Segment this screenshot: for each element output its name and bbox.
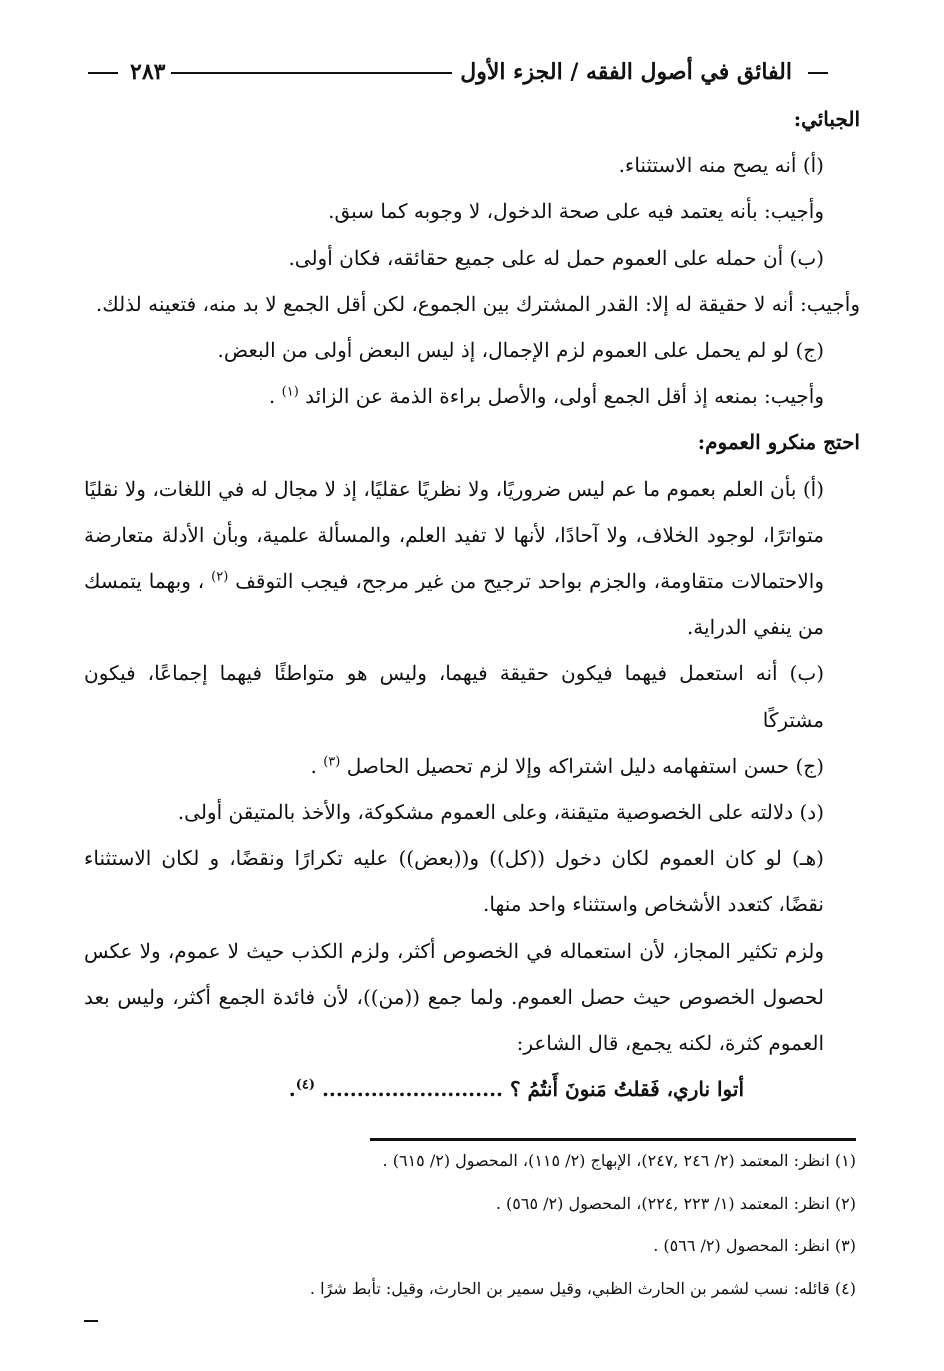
footnotes <box>84 1140 860 1310</box>
footnote: (٢) انظر: المعتمد (١/ ٢٢٣ ,٢٢٤)، المحصول (٢/ ٥٦٥) . <box>495 1193 856 1213</box>
section-heading: احتج منكرو العموم: <box>697 430 860 455</box>
paragraph: وأجيب: بمنعه إذ أقل الجمع أولى، والأصل براءة الذمة عن الزائد $^{(١)}$ . <box>268 384 824 409</box>
footnote-marker: (٤) <box>295 1077 315 1093</box>
verse-line: أتوا ناري، فَقلتُ مَنونَ أَنتُمُ ؟ .......................... $^{(٤)}$. <box>288 1077 744 1102</box>
footnote-marker: (٢) <box>211 569 229 585</box>
header-dash-left <box>88 72 118 74</box>
paragraph: (هـ) لو كان العموم لكان دخول ((كل)) و((بعض)) عليه تكرارًا ونقضًا، و لكان الاستثناء نقضًا، كتعدد الأشخاص واستثناء واحد منها. <box>84 846 824 917</box>
running-header <box>88 52 828 92</box>
footnote: (١) انظر: المعتمد (٢/ ٢٤٦ ,٢٤٧)، الإبهاج (٢/ ١١٥)، المحصول (٢/ ٦١٥) . <box>382 1151 856 1170</box>
header-dash-right <box>808 72 828 74</box>
paragraph: (ب) أنه استعمل فيهما فيكون حقيقة فيهما، وليس هو متواطئًا فيهما إجماعًا، فيكون مشتركًا <box>84 661 824 732</box>
paragraph: (ج) لو لم يحمل على العموم لزم الإجمال، إذ ليس البعض أولى من البعض. <box>217 338 824 363</box>
footnote: (٤) قائله: نسب لشمر بن الحارث الظبي، وقيل سمير بن الحارث، وقيل: تأبط شرًا . <box>309 1278 856 1298</box>
footnote-marker: (٣) <box>323 754 341 770</box>
paragraph: (أ) بأن العلم بعموم ما عم ليس ضروريًا، ولا نظريًا عقليًا، إذ لا مجال له في اللغات، ولا نقليًا متواترًا، لوجود الخلاف، ولا آحادًا، لأنها لا تفيد العلم، والمسألة علمية، وبأن الأدلة متعارضة والاحتمالات متقاومة، والجزم بواحد ترجيح من غير مرجح، فيجب التوقف $^{(٢)}$ ، وبهما يتمسك من ينفي الدراية. <box>84 476 824 640</box>
page-number: ٢٨٣ <box>124 52 171 92</box>
paragraph: وأجيب: بأنه يعتمد فيه على صحة الدخول، لا وجوبه كما سبق. <box>328 199 824 224</box>
paragraph: (أ) أنه يصح منه الاستثناء. <box>618 153 824 178</box>
paragraph: وأجيب: أنه لا حقيقة له إلا: القدر المشترك بين الجموع، لكن أقل الجمع لا بد منه، فتعينه لذلك. <box>95 291 860 316</box>
page-bottom-mark <box>84 1320 98 1322</box>
book-title: الفائق في أصول الفقه / الجزء الأول <box>452 52 800 92</box>
main-text <box>84 96 860 1112</box>
footnote: (٣) انظر: المحصول (٢/ ٥٦٦) . <box>653 1236 856 1255</box>
paragraph: ولزم تكثير المجاز، لأن استعماله في الخصوص أكثر، ولزم الكذب حيث لا عموم، ولا عكس لحصول الخصوص حيث حصل العموم. ولما جمع ((من))، لأن فائدة الجمع أكثر، وليس بعد العموم كثرة، لكنه يجمع، قال الشاعر: <box>84 938 824 1056</box>
paragraph: (ج) حسن استفهامه دليل اشتراكه وإلا لزم تحصيل الحاصل $^{(٣)}$ . <box>310 753 824 778</box>
paragraph: (د) دلالته على الخصوصية متيقنة، وعلى العموم مشكوكة، والأخذ بالمتيقن أولى. <box>177 800 824 825</box>
paragraph: (ب) أن حمله على العموم حمل له على جميع حقائقه، فكان أولى. <box>288 245 824 270</box>
footnote-marker: (١) <box>281 384 299 400</box>
paragraph: الجبائي: <box>793 107 860 131</box>
